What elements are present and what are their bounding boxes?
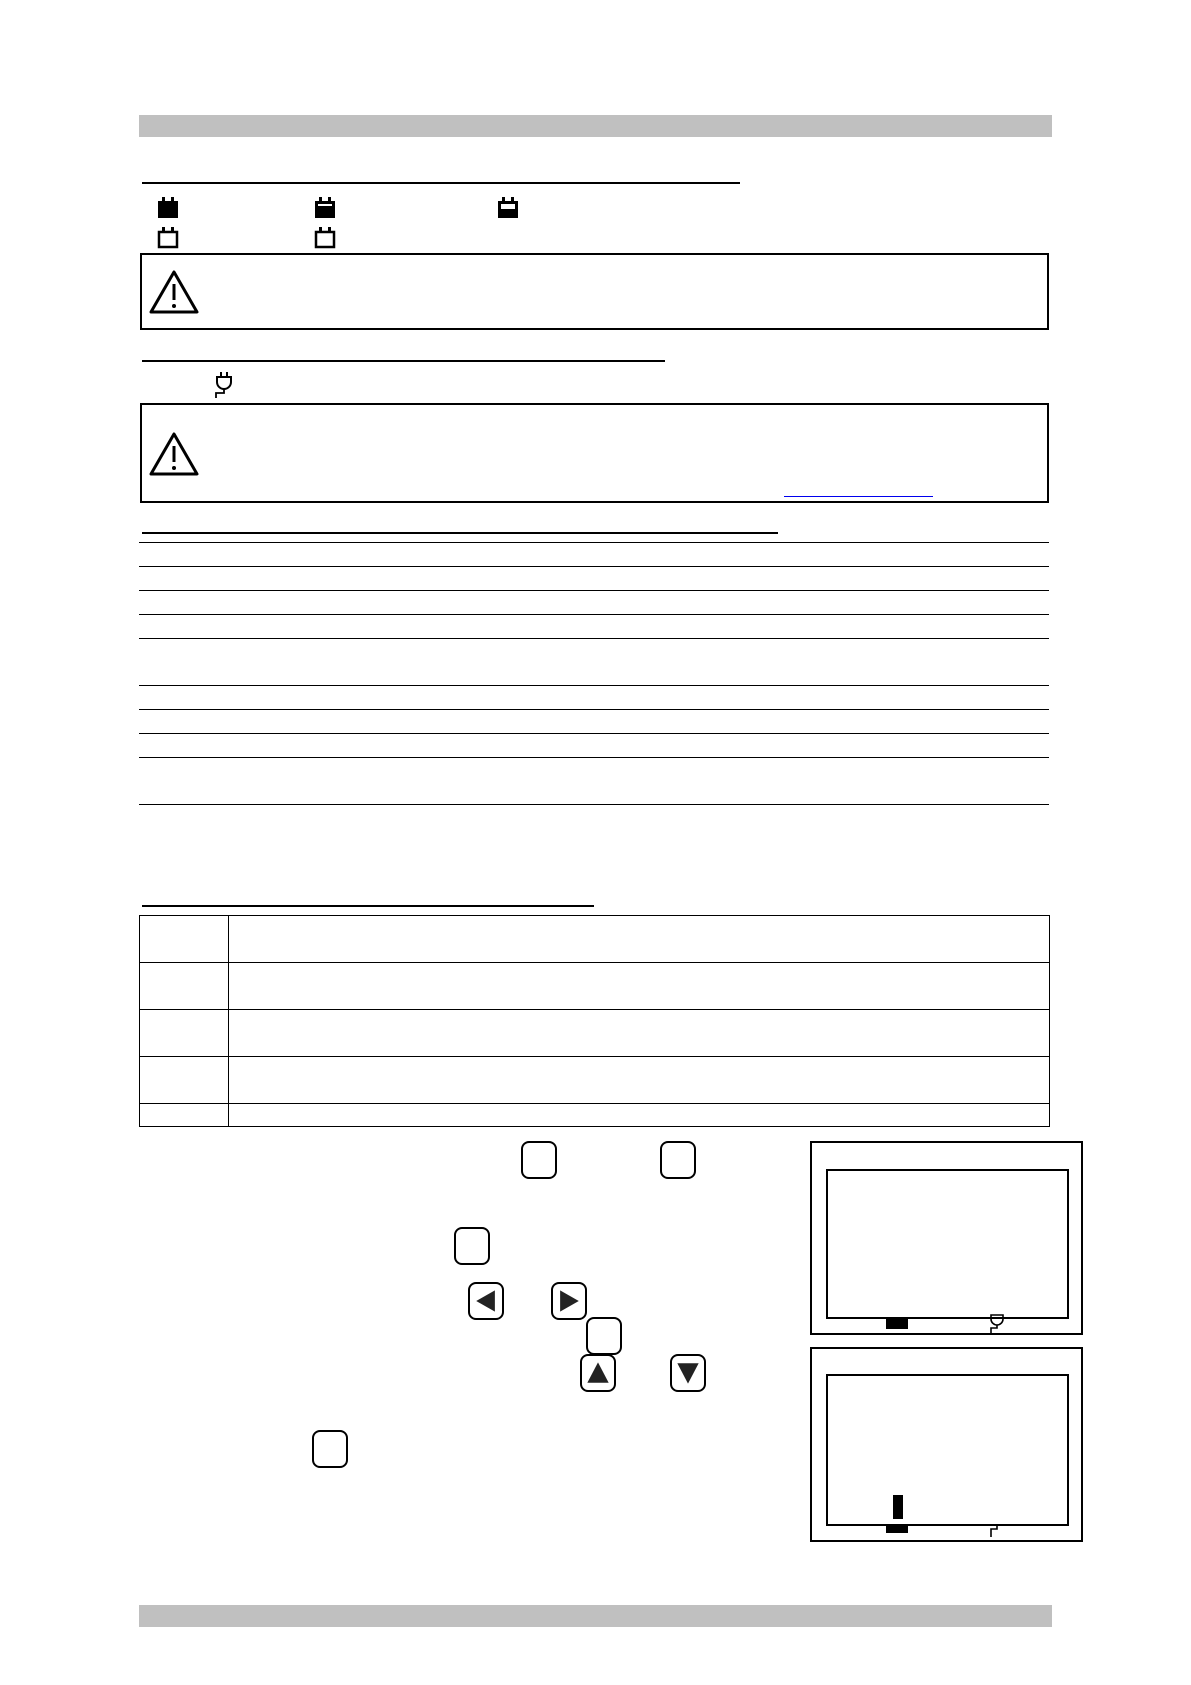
battery-mid-icon [496, 196, 520, 220]
table-row [140, 963, 1050, 1010]
key-table [139, 915, 1050, 1127]
blank-key[interactable] [454, 1227, 490, 1265]
spec-row-rule [139, 709, 1049, 710]
spec-row-rule [139, 566, 1049, 567]
warning-triangle-icon [148, 431, 200, 477]
section-heading-rule [142, 905, 594, 907]
section-heading-rule [142, 182, 740, 184]
plug-icon [988, 1524, 1006, 1538]
warning-link[interactable] [784, 496, 933, 497]
battery-low-icon [156, 226, 180, 250]
spec-row-rule [139, 542, 1049, 543]
down-arrow-key[interactable] [670, 1354, 706, 1392]
spec-row-rule [139, 685, 1049, 686]
battery-high-icon [313, 196, 337, 220]
left-arrow-key[interactable] [468, 1282, 504, 1320]
table-row [140, 1010, 1050, 1057]
cursor-block [893, 1495, 903, 1519]
blank-key[interactable] [586, 1317, 622, 1355]
lcd-display [826, 1374, 1069, 1526]
blank-key[interactable] [312, 1430, 348, 1468]
spec-row-rule [139, 638, 1049, 639]
blank-key[interactable] [521, 1141, 557, 1179]
table-row [140, 916, 1050, 963]
table-row [140, 1104, 1050, 1127]
table-row [140, 1057, 1050, 1104]
lcd-screen [810, 1141, 1083, 1335]
battery-empty-icon [313, 226, 337, 250]
plug-icon [988, 1314, 1006, 1334]
section-heading-rule [142, 360, 665, 362]
right-arrow-key[interactable] [551, 1282, 587, 1320]
warning-box [140, 403, 1049, 503]
spec-row-rule [139, 614, 1049, 615]
section-heading-rule [142, 532, 778, 534]
warning-box [140, 253, 1049, 330]
blank-key[interactable] [660, 1141, 696, 1179]
up-arrow-key[interactable] [580, 1354, 616, 1392]
spec-row-rule [139, 733, 1049, 734]
lcd-display [826, 1169, 1069, 1319]
header-bar [139, 115, 1052, 137]
spec-row-rule [139, 757, 1049, 758]
plug-icon [212, 370, 236, 400]
warning-triangle-icon [148, 269, 200, 315]
footer-bar [139, 1605, 1052, 1627]
battery-icon [886, 1526, 908, 1533]
battery-full-icon [156, 196, 180, 220]
spec-row-rule [139, 804, 1049, 805]
lcd-screen [810, 1347, 1083, 1542]
spec-row-rule [139, 590, 1049, 591]
battery-icon [886, 1319, 908, 1329]
